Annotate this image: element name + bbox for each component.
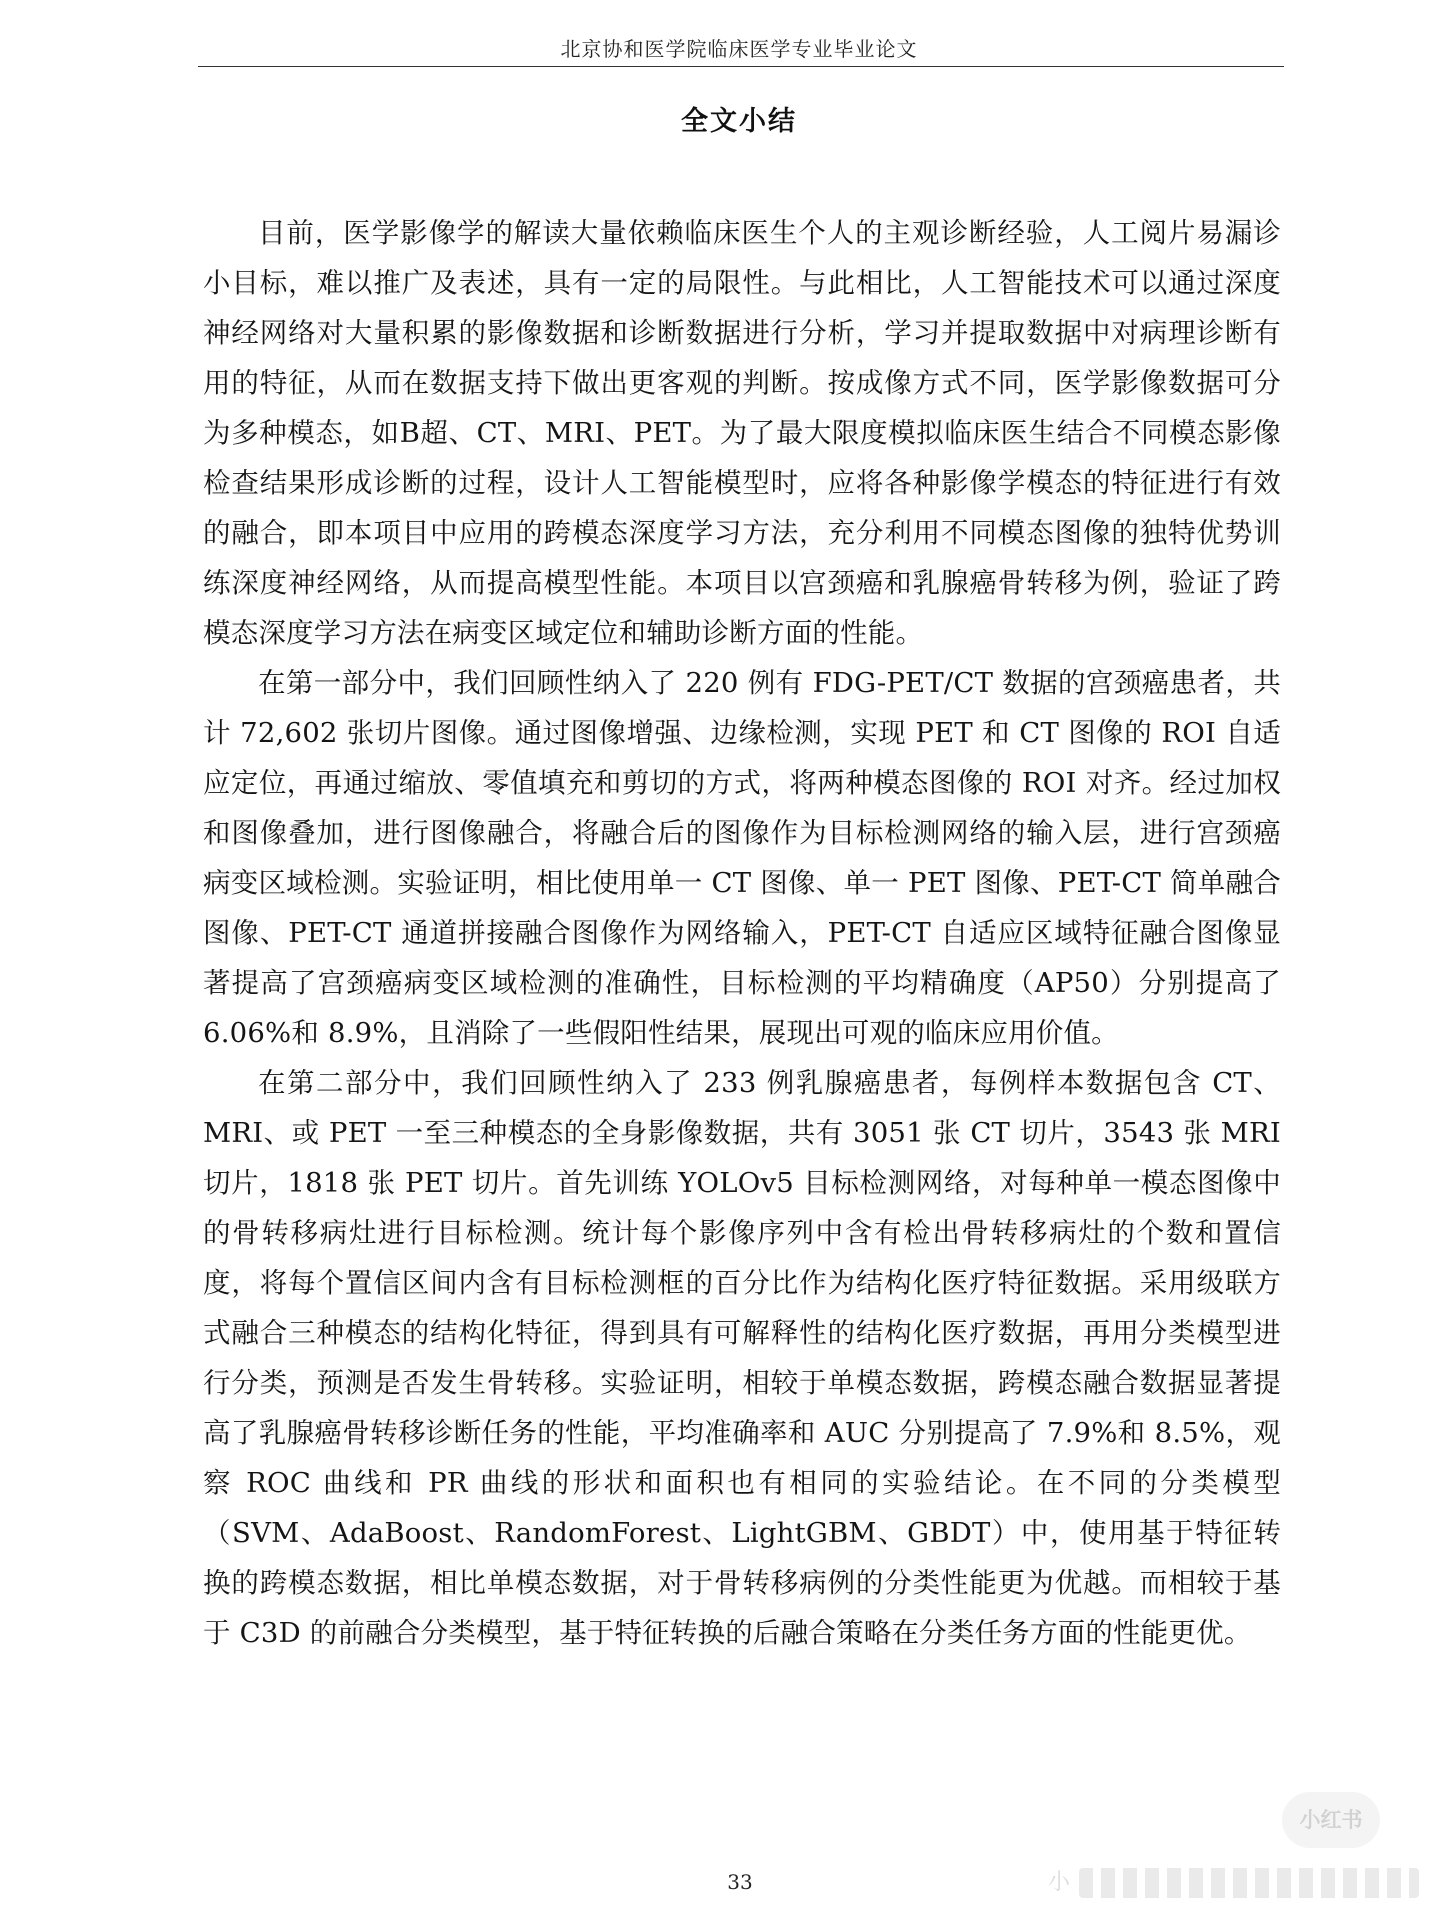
paragraph-part-one: 在第一部分中，我们回顾性纳入了 220 例有 FDG-PET/CT 数据的宫颈癌患者，共计 72,602 张切片图像。通过图像增强、边缘检测，实现 PET 和 CT 图像的 ROI 自适应定位，再通过缩放、零值填充和剪切的方式，将两种模态图像的 ROI 对齐。经过加权和图像叠加，进行图像融合，将融合后的图像作为目标检测网络的输入层，进行宫颈癌病变区域检测。实验证明，相比使用单一 CT 图像、单一 PET 图像、PET-CT 简单融合图像、PET-CT 通道拼接融合图像作为网络输入，PET-CT 自适应区域特征融合图像显著提高了宫颈癌病变区域检测的准确性，目标检测的平均精确度（AP50）分别提高了 6.06%和 8.9%，且消除了一些假阳性结果，展现出可观的临床应用价值。 — [203, 667, 1281, 1049]
running-header: 北京协和医学院临床医学专业毕业论文 — [560, 37, 918, 61]
watermark-user-id — [1048, 1866, 1419, 1900]
paragraph-part-two: 在第二部分中，我们回顾性纳入了 233 例乳腺癌患者，每例样本数据包含 CT、MRI、或 PET 一至三种模态的全身影像数据，共有 3051 张 CT 切片，3543 张 MRI 切片，1818 张 PET 切片。首先训练 YOLOv5 目标检测网络，对每种单一模态图像中的骨转移病灶进行目标检测。统计每个影像序列中含有检出骨转移病灶的个数和置信度，将每个置信区间内含有目标检测框的百分比作为结构化医疗特征数据。采用级联方式融合三种模态的结构化特征，得到具有可解释性的结构化医疗数据，再用分类模型进行分类，预测是否发生骨转移。实验证明，相较于单模态数据，跨模态融合数据显著提高了乳腺癌骨转移诊断任务的性能，平均准确率和 AUC 分别提高了 7.9%和 8.5%，观察 ROC 曲线和 PR 曲线的形状和面积也有相同的实验结论。在不同的分类模型（SVM、AdaBoost、RandomForest、LightGBM、GBDT）中，使用基于特征转换的跨模态数据，相比单模态数据，对于骨转移病例的分类性能更为优越。而相较于基于 C3D 的前融合分类模型，基于特征转换的后融合策略在分类任务方面的性能更优。 — [203, 1067, 1281, 1649]
section-title: 全文小结 — [681, 106, 797, 137]
page-number: 33 — [727, 1870, 753, 1894]
body-text — [203, 208, 1281, 1658]
header-rule — [198, 66, 1284, 67]
watermark-logo: 小红书 — [1282, 1792, 1380, 1848]
watermark-id-obscured — [1079, 1868, 1419, 1898]
paragraph-intro: 目前，医学影像学的解读大量依赖临床医生个人的主观诊断经验，人工阅片易漏诊小目标，难以推广及表述，具有一定的局限性。与此相比，人工智能技术可以通过深度神经网络对大量积累的影像数据和诊断数据进行分析，学习并提取数据中对病理诊断有用的特征，从而在数据支持下做出更客观的判断。按成像方式不同，医学影像数据可分为多种模态，如B超、CT、MRI、PET。为了最大限度模拟临床医生结合不同模态影像检查结果形成诊断的过程，设计人工智能模型时，应将各种影像学模态的特征进行有效的融合，即本项目中应用的跨模态深度学习方法，充分利用不同模态图像的独特优势训练深度神经网络，从而提高模型性能。本项目以宫颈癌和乳腺癌骨转移为例，验证了跨模态深度学习方法在病变区域定位和辅助诊断方面的性能。 — [203, 217, 1281, 649]
watermark-id-prefix: 小 — [1048, 1870, 1072, 1895]
